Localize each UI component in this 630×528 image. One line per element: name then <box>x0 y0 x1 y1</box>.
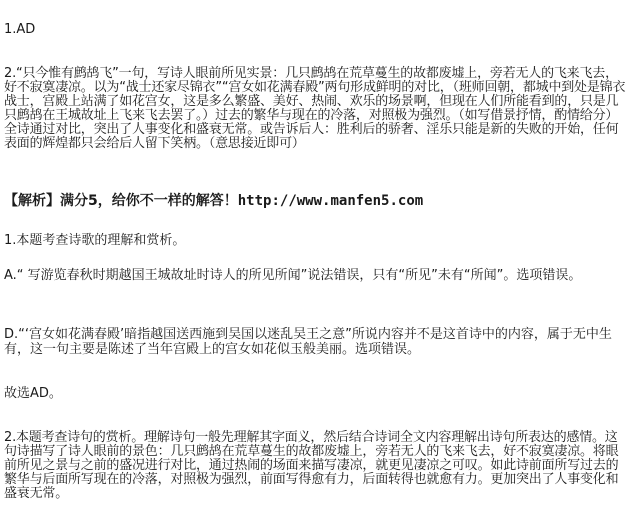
q1-option-a-explanation: A.“ 写游览春秋时期越国王城故址时诗人的所见所闻”说法错误，只有“所见”未有“所闻”。选项错误。 <box>4 268 582 283</box>
analysis-label: 【解析】满分5，给你不一样的解答！ <box>4 193 238 209</box>
q2-explanation: 2.本题考查诗句的赏析。理解诗句一般先理解其字面义，然后结合诗词全文内容理解出诗句所表达的感情。这句诗描写了诗人眼前的景色：几只鹧鸪在荒草蔓生的故都废墟上，旁若无人的飞来飞去，好不寂寞凄凉。将眼前所见之景与之前的盛况进行对比，通过热闹的场面来描写凄凉，就更见凄凉之可叹。如此诗前面所写过去的繁华与后面所写现在的冷落，对照极为强烈，前面写得愈有力，后面转得也就愈有力。更加突出了人事变化和盛衰无常。 <box>4 430 619 501</box>
answer-2: 2.“只今惟有鹧鸪飞”一句，写诗人眼前所见实景：几只鹧鸪在荒草蔓生的故都废墟上，旁若无人的飞来飞去，好不寂寞凄凉。以为“战士还家尽锦衣”“宫女如花满春殿”两句形成鲜明的对比，（班师回朝，都城中到处是锦衣战士，宫殿上站满了如花宫女，这是多么繁盛、美好、热闹、欢乐的场景啊，但现在人们所能看到的，只是几只鹧鸪在王城故址上飞来飞去罢了。）过去的繁华与现在的冷落，对照极为强烈。（如写借景抒情，酌情给分）全诗通过对比，突出了人事变化和盛衰无常。或告诉后人：胜利后的骄奢、淫乐只能是新的失败的开始，任何表面的辉煌都只会给后人留下笑柄。（意思接近即可） <box>4 66 626 151</box>
analysis-header <box>4 194 626 209</box>
answer-1: 1.AD <box>4 22 36 37</box>
q1-conclusion: 故选AD。 <box>4 386 62 401</box>
source-url: http://www.manfen5.com <box>237 193 424 209</box>
q1-intro: 1.本题考查诗歌的理解和赏析。 <box>4 233 186 248</box>
q1-option-d-explanation: D.“‘宫女如花满春殿’暗指越国送西施到吴国以迷乱吴王之意”所说内容并不是这首诗中的内容，属于无中生有，这一句主要是陈述了当年宫殿上的宫女如花似玉般美丽。选项错误。 <box>4 327 612 357</box>
